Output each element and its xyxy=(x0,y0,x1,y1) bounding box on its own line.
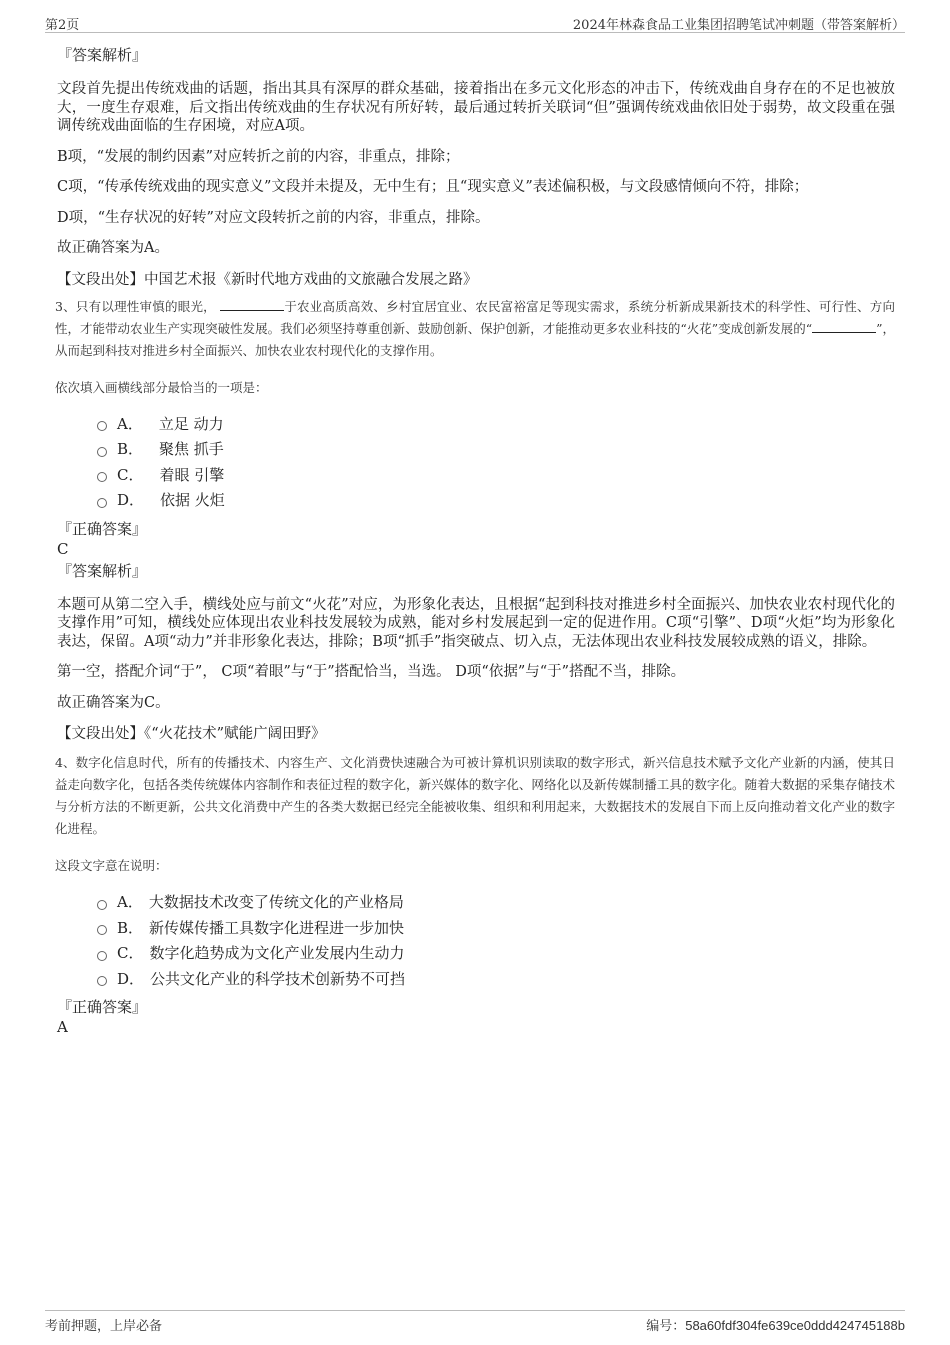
passage-source: 【文段出处】《“火花技术”赋能广阔田野》 xyxy=(57,726,326,742)
fill-blank xyxy=(220,298,284,311)
radio-icon[interactable] xyxy=(97,976,107,986)
document-code xyxy=(646,1315,905,1334)
question-4 xyxy=(55,752,895,1036)
code-value: 58a60fdf304fe639ce0ddd424745188b xyxy=(685,1318,905,1333)
radio-icon[interactable] xyxy=(97,472,107,482)
option-b[interactable]: B． 新传媒传播工具数字化进程进一步加快 xyxy=(97,916,895,942)
option-a[interactable]: A． 立足 动力 xyxy=(97,412,895,438)
analysis-paragraph: D项，“生存状况的好转”对应文段转折之前的内容，非重点，排除。 xyxy=(57,209,490,226)
option-c[interactable]: C． 数字化趋势成为文化产业发展内生动力 xyxy=(97,941,895,967)
analysis-paragraph: C项，“传承传统戏曲的现实意义”文段并未提及，无中生有；且“现实意义”表述偏积极，与文段感情倾向不符，排除； xyxy=(57,179,809,195)
answer-conclusion: 故正确答案为C。 xyxy=(57,694,170,711)
radio-icon[interactable] xyxy=(97,498,107,508)
option-d[interactable]: D． 公共文化产业的科学技术创新势不可挡 xyxy=(97,967,895,993)
page-number: 第2页 xyxy=(45,18,80,33)
answer-conclusion: 故正确答案为A。 xyxy=(57,240,169,256)
analysis-paragraph: 第一空，搭配介词“于”， C项“着眼”与“于”搭配恰当，当选。 D项“依据”与“于”搭配不当，排除。 xyxy=(57,664,686,680)
stem-text: ”，从而起到科技对推进乡村全面振兴、加快农业农村现代化的支撑作用。 xyxy=(55,320,895,358)
analysis-label: 『答案解析』 xyxy=(57,46,148,64)
question-prompt: 这段文字意在说明： xyxy=(55,858,168,873)
option-list xyxy=(97,412,895,514)
page-header xyxy=(45,12,905,33)
question-stem xyxy=(55,296,895,362)
footer-slogan: 考前押题，上岸必备 xyxy=(45,1319,163,1334)
stem-text: 3、只有以理性审慎的眼光， xyxy=(55,298,216,314)
fill-blank xyxy=(812,320,876,333)
correct-answer: C xyxy=(57,539,69,558)
question-3 xyxy=(55,296,895,745)
analysis-paragraph: 文段首先提出传统戏曲的话题，指出其具有深厚的群众基础，接着指出在多元文化形态的冲击下，传统戏曲自身存在的不足也被放大，一度生存艰难，后文指出传统戏曲的生存状况有所好转，最后通过转折关联词“但”强调传统戏曲依旧处于弱势，故文段重在强调传统戏曲面临的生存困境，对应A项。 xyxy=(57,81,895,134)
option-a[interactable]: A． 大数据技术改变了传统文化的产业格局 xyxy=(97,890,895,916)
radio-icon[interactable] xyxy=(97,925,107,935)
option-b[interactable]: B． 聚焦 抓手 xyxy=(97,437,895,463)
option-d[interactable]: D． 依据 火炬 xyxy=(97,488,895,514)
code-label: 编号： xyxy=(646,1319,686,1334)
page-footer xyxy=(45,1310,905,1333)
radio-icon[interactable] xyxy=(97,900,107,910)
page-content xyxy=(55,44,895,1036)
radio-icon[interactable] xyxy=(97,447,107,457)
question-prompt: 依次填入画横线部分最恰当的一项是： xyxy=(55,379,268,395)
analysis-paragraph: 本题可从第二空入手，横线处应与前文“火花”对应，为形象化表达，且根据“起到科技对推进乡村全面振兴、加快农业农村现代化的支撑作用”可知，横线处应体现出农业科技发展较为成熟，能对乡村发展起到一定的促进作用。C项“引擎”、D项“火炬”均为形象化表达，保留。A项“动力”并非形象化表达，排除；B项“抓手”指突破点、切入点，无法体现出农业科技发展较成熟的语义，排除。 xyxy=(57,596,895,650)
q2-analysis-section xyxy=(55,44,895,290)
radio-icon[interactable] xyxy=(97,951,107,961)
stem-text: 于农业高质高效、乡村宜居宜业、农民富裕富足等现实需求，系统分析新成果新技术的科学性、可行性、方向性，才能带动农业生产实现突破性发展。我们必须坚持尊重创新、鼓励创新、保护创新，才能推动更多农业科技的“火花”变成创新发展的“ xyxy=(55,298,895,336)
passage-source: 【文段出处】中国艺术报《新时代地方戏曲的文旅融合发展之路》 xyxy=(57,271,478,288)
correct-answer-label: 『正确答案』 xyxy=(57,998,148,1016)
correct-answer-label: 『正确答案』 xyxy=(57,519,148,538)
option-list xyxy=(97,890,895,992)
analysis-label: 『答案解析』 xyxy=(57,561,148,580)
option-c[interactable]: C． 着眼 引擎 xyxy=(97,463,895,489)
correct-answer: A xyxy=(57,1018,68,1036)
radio-icon[interactable] xyxy=(97,421,107,431)
analysis-paragraph: B项，“发展的制约因素”对应转折之前的内容，非重点，排除； xyxy=(57,148,460,165)
question-stem: 4、数字化信息时代，所有的传播技术、内容生产、文化消费快速融合为可被计算机识别读取的数字形式，新兴信息技术赋予文化产业新的内涵，使其日益走向数字化，包括各类传统媒体内容制作和表征过程的数字化，新兴媒体的数字化、网络化以及新传媒制播工具的数字化。随着大数据的采集存储技术与分析方法的不断更新，公共文化消费中产生的各类大数据已经完全能被收集、组织和利用起来，大数据技术的发展自下而上反向推动着文化产业的数字化进程。 xyxy=(55,755,895,836)
document-title: 2024年林森食品工业集团招聘笔试冲刺题（带答案解析） xyxy=(572,18,905,33)
